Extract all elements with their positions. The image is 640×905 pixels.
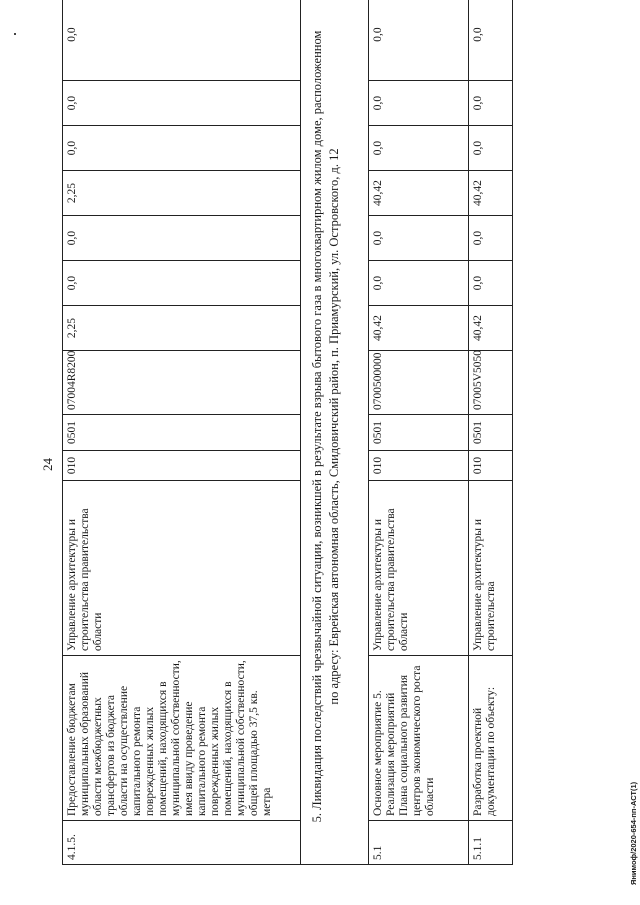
footer-code: Янимоф/2020-654-пп-АСТ(1) [629,781,638,885]
executor: Управление архитектуры и строительства правительства области [63,481,301,656]
csr-code: 07005V5050 [469,351,513,415]
value-total: 40,42 [469,306,513,351]
csr-code: 0700500000 [369,351,469,415]
activity-name: Предоставление бюджетам муниципальных образований области межбюджетных трансфертов из бюджета области на осуществление капитального ремонта поврежденных жилых помещений, находящихся в муниципальной собственности, имея ввиду проведение капитального ремонта поврежденных жилых помещений, находящихся в муниципальной собственности, общей площадью 37,5 кв. метра [63,656,301,821]
section-heading: 5. Ликвидация последствий чрезвычайной ситуации, возникшей в результате взрыва бытового газа в многоквартирном жилом доме, расположенном по адресу: Еврейская автономная область, Смидовичский район, п. Приамурский, ул. Островского, д. 12 [301,0,369,865]
executor: Управление архитектуры и строительства правительства области [369,481,469,656]
value: 0,0 [469,81,513,126]
value: 0,0 [63,0,301,81]
value: 0,0 [469,0,513,81]
table-row [369,0,469,865]
value: 40,42 [369,171,469,216]
executor: Управление архитектуры и строительства [469,481,513,656]
value: 0,0 [63,81,301,126]
activity-name: Основное мероприятие 5. Реализация мероприятий Плана социального развития центров экономического роста области [369,656,469,821]
value: 0,0 [63,261,301,306]
section-row [301,0,369,865]
value: 0,0 [63,126,301,171]
value: 0,0 [469,126,513,171]
activity-name: Разработка проектной документации по объекту: [469,656,513,821]
value: 0,0 [369,126,469,171]
rzpr-code: 0501 [63,415,301,451]
grbs-code: 010 [369,451,469,481]
csr-code: 07004R8200 [63,351,301,415]
table-row [469,0,513,865]
row-number: 4.1.5. [63,821,301,865]
value-total: 2,25 [63,306,301,351]
value: 0,0 [63,216,301,261]
grbs-code: 010 [63,451,301,481]
rzpr-code: 0501 [469,415,513,451]
value: 0,0 [369,81,469,126]
value: 0,0 [369,0,469,81]
value: 0,0 [369,261,469,306]
row-number: 5.1.1 [469,821,513,865]
budget-table [62,0,513,865]
value: 2,25 [63,171,301,216]
row-number: 5.1 [369,821,469,865]
scan-mark [14,33,16,35]
table-row [63,0,301,865]
value: 0,0 [469,216,513,261]
value: 0,0 [369,216,469,261]
value-total: 40,42 [369,306,469,351]
value: 40,42 [469,171,513,216]
rzpr-code: 0501 [369,415,469,451]
value: 0,0 [469,261,513,306]
page-number: 24 [40,458,55,471]
grbs-code: 010 [469,451,513,481]
